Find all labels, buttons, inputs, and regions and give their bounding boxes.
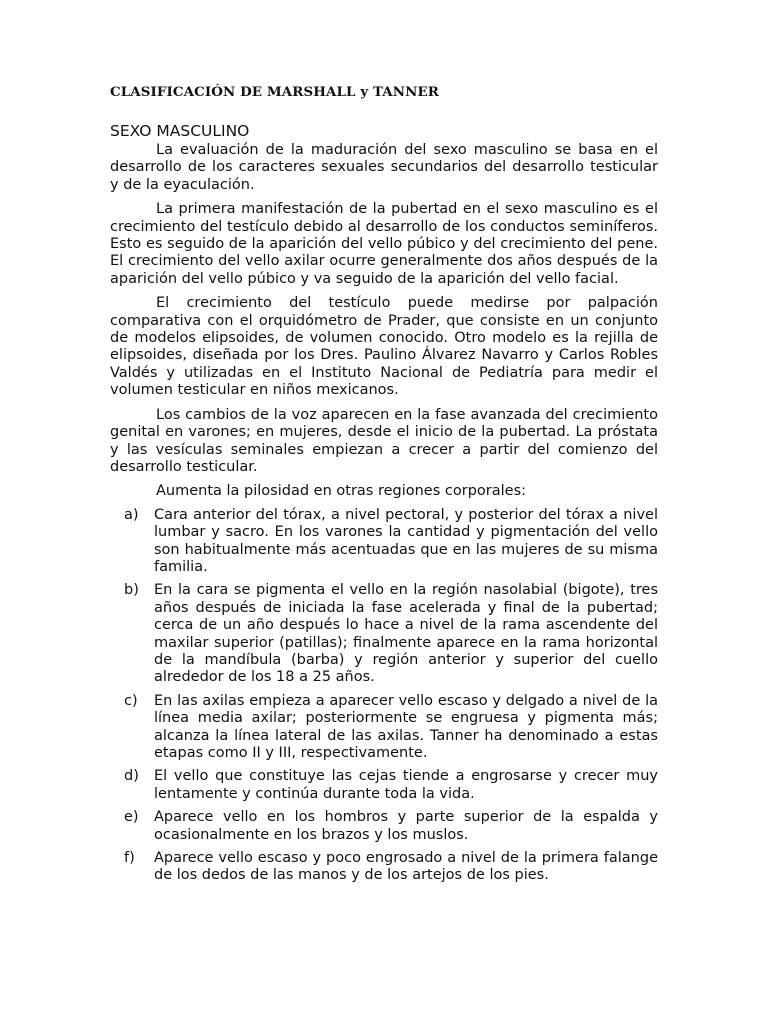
document-title: CLASIFICACIÓN DE MARSHALL y TANNER — [110, 84, 440, 100]
list-item — [110, 693, 658, 763]
list-item-text: En las axilas empieza a aparecer vello escaso y delgado a nivel de la línea media axilar; posteriormente se engruesa y pigmenta más; alcanza la línea lateral de las axilas. Tanner ha denominado a estas etapas como II y III, respectivamente. — [154, 692, 658, 761]
list-marker: a) — [124, 506, 139, 523]
list-item — [110, 768, 658, 803]
paragraph-evaluacion: La evaluación de la maduración del sexo masculino se basa en el desarrollo de los caracteres sexuales secundarios del desarrollo testicular y de la eyaculación. — [110, 142, 658, 193]
list-marker: e) — [124, 809, 139, 826]
list-item-text: El vello que constituye las cejas tiende a engrosarse y crecer muy lentamente y continúa durante toda la vida. — [154, 768, 658, 802]
list-item — [110, 582, 658, 686]
paragraph-cambios-voz: Los cambios de la voz aparecen en la fase avanzada del crecimiento genital en varones; en mujeres, desde el inicio de la pubertad. La próstata y las vesículas seminales empiezan a crecer a partir del comienzo del desarrollo testicular. — [110, 406, 658, 475]
section-heading: SEXO MASCULINO — [110, 122, 250, 140]
document-page — [110, 84, 658, 891]
list-marker: b) — [124, 582, 139, 599]
paragraph-primera-manifestacion: La primera manifestación de la pubertad en el sexo masculino es el crecimiento del testículo debido al desarrollo de los conductos seminíferos. Esto es seguido de la aparición del vello púbico y del crecimiento del pene. El crecimiento del vello axilar ocurre generalmente dos años después de la aparición del vello púbico y va seguido de la aparición del vello facial. — [110, 201, 658, 287]
list-item-text: Cara anterior del tórax, a nivel pectoral, y posterior del tórax a nivel lumbar y sacro. En los varones la cantidad y pigmentación del vello son habitualmente más acentuadas que en las mujeres de su misma familia. — [154, 506, 658, 575]
pilosidad-list — [110, 507, 658, 885]
list-item — [110, 507, 658, 577]
list-marker: d) — [124, 768, 139, 785]
list-marker: c) — [124, 692, 138, 709]
paragraph-crecimiento-testiculo: El crecimiento del testículo puede medirse por palpación comparativa con el orquidómetro de Prader, que consiste en un conjunto de modelos elipsoides, de volumen conocido. Otro modelo es la rejilla de elipsoides, diseñada por los Dres. Paulino Álvarez Navarro y Carlos Robles Valdés y utilizadas en el Instituto Nacional de Pediatría para medir el volumen testicular en niños mexicanos. — [110, 295, 658, 399]
list-item-text: Aparece vello en los hombros y parte superior de la espalda y ocasionalmente en los brazos y los muslos. — [154, 809, 658, 843]
list-item-text: En la cara se pigmenta el vello en la región nasolabial (bigote), tres años después de iniciada la fase acelerada y final de la pubertad; cerca de un año después lo hace a nivel de la rama ascendente del maxilar superior (patillas); finalmente aparece en la rama horizontal de la mandíbula (barba) y región anterior y superior del cuello alrededor de los 18 a 25 años. — [154, 582, 658, 686]
list-item — [110, 809, 658, 844]
list-item — [110, 850, 658, 885]
list-item-text: Aparece vello escaso y poco engrosado a nivel de la primera falange de los dedos de las manos y de los artejos de los pies. — [154, 850, 658, 884]
list-marker: f) — [124, 850, 135, 867]
paragraph-pilosidad-intro: Aumenta la pilosidad en otras regiones corporales: — [156, 483, 527, 500]
